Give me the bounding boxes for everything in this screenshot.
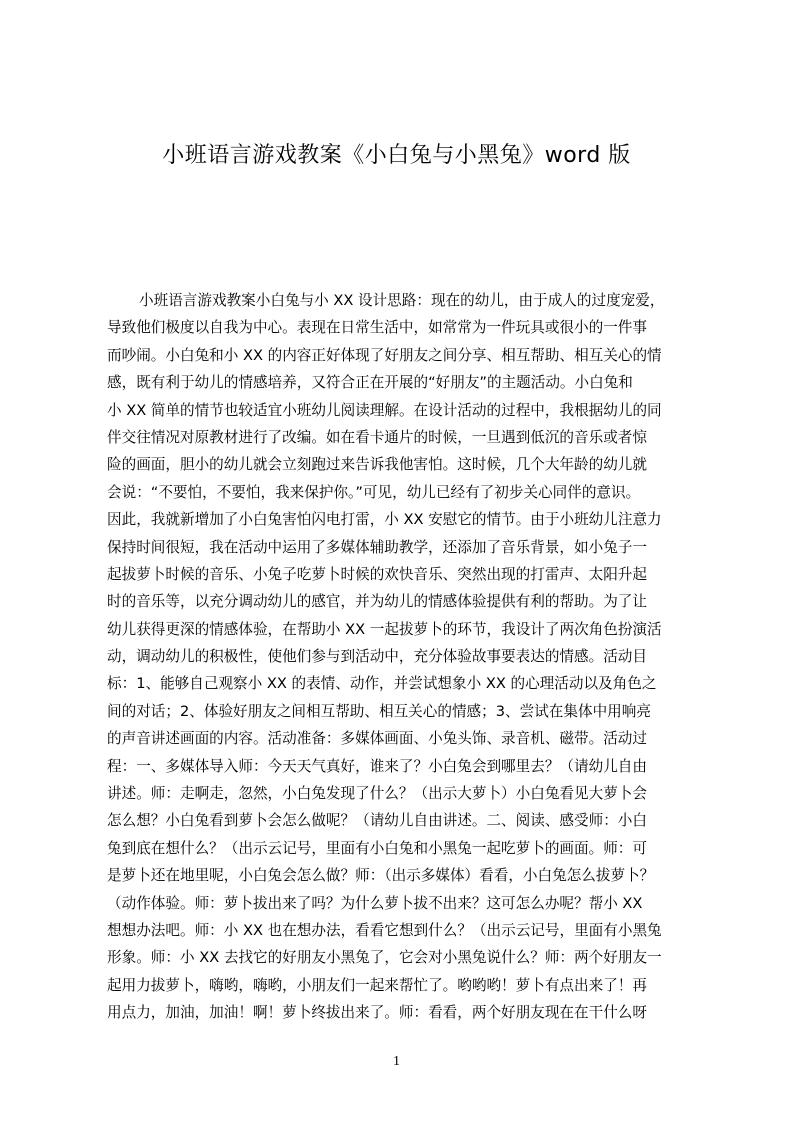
body-line: 的声音讲述画面的内容。活动准备：多媒体画面、小兔头饰、录音机、磁带。活动过 (107, 730, 647, 748)
body-line: 幼儿获得更深的情感体验，在帮助小 XX 一起拔萝卜的环节，我设计了两次角色扮演活 (107, 620, 662, 638)
body-line: 动，调动幼儿的积极性，使他们参与到活动中，充分体验故事要表达的情感。活动目 (107, 648, 647, 666)
body-line: 伴交往情况对原教材进行了改编。如在看卡通片的时候，一旦遇到低沉的音乐或者惊 (107, 428, 647, 446)
body-line: 时的音乐等，以充分调动幼儿的感官，并为幼儿的情感体验提供有利的帮助。为了让 (107, 593, 647, 611)
document-body (107, 287, 697, 1027)
body-line: 形象。师：小 XX 去找它的好朋友小黑兔了，它会对小黑兔说什么？师：两个好朋友一 (107, 949, 662, 967)
body-line: 起拔萝卜时候的音乐、小兔子吃萝卜时候的欢快音乐、突然出现的打雷声、太阳升起 (107, 565, 647, 583)
body-line: 起用力拔萝卜，嗨哟，嗨哟，小朋友们一起来帮忙了。哟哟哟！萝卜有点出来了！再 (107, 976, 647, 994)
body-line: 会说：“不要怕，不要怕，我来保护你。”可见，幼儿已经有了初步关心同伴的意识。 (107, 483, 641, 501)
body-line: 怎么想？小白兔看到萝卜会怎么做呢？（请幼儿自由讲述。二、阅读、感受师：小白 (107, 812, 647, 830)
body-line: 是萝卜还在地里呢，小白兔会怎么做？师：（出示多媒体）看看，小白兔怎么拔萝卜？ (107, 867, 655, 885)
body-line: 感，既有利于幼儿的情感培养，又符合正在开展的“好朋友”的主题活动。小白兔和 (107, 374, 633, 392)
body-line: 想想办法吧。师：小 XX 也在想办法，看看它想到什么？（出示云记号，里面有小黑兔 (107, 921, 662, 939)
body-line: （动作体验。师：萝卜拔出来了吗？为什么萝卜拔不出来？这可怎么办呢？帮小 XX (107, 894, 643, 912)
body-line: 小 XX 简单的情节也较适宜小班幼儿阅读理解。在设计活动的过程中，我根据幼儿的同 (107, 401, 662, 419)
body-line: 程：一、多媒体导入师：今天天气真好，谁来了？小白兔会到哪里去？（请幼儿自由 (107, 757, 647, 775)
body-line: 用点力，加油，加油！啊！萝卜终拔出来了。师：看看，两个好朋友现在在干什么呀 (107, 1004, 647, 1022)
body-line: 导致他们极度以自我为中心。表现在日常生活中，如常常为一件玩具或很小的一件事 (107, 319, 647, 337)
body-line: 讲述。师：走啊走，忽然，小白兔发现了什么？（出示大萝卜）小白兔看见大萝卜会 (107, 785, 647, 803)
body-line: 保持时间很短，我在活动中运用了多媒体辅助教学，还添加了音乐背景，如小兔子一 (107, 538, 647, 556)
body-line: 因此，我就新增加了小白兔害怕闪电打雷，小 XX 安慰它的情节。由于小班幼儿注意力 (107, 511, 662, 529)
page-number: 1 (393, 1054, 400, 1069)
body-line: 兔到底在想什么？（出示云记号，里面有小白兔和小黑兔一起吃萝卜的画面。师：可 (107, 839, 647, 857)
body-line: 小班语言游戏教案小白兔与小 XX 设计思路：现在的幼儿，由于成人的过度宠爱， (139, 292, 665, 309)
body-line: 标：1、能够自己观察小 XX 的表情、动作，并尝试想象小 XX 的心理活动以及角色之 (107, 675, 657, 693)
body-line: 间的对话；2、体验好朋友之间相互帮助、相互关心的情感；3、尝试在集体中用响亮 (107, 702, 651, 720)
body-line: 险的画面，胆小的幼儿就会立刻跑过来告诉我他害怕。这时候，几个大年龄的幼儿就 (107, 456, 647, 474)
body-line: 而吵闹。小白兔和小 XX 的内容正好体现了好朋友之间分享、相互帮助、相互关心的情 (107, 346, 662, 364)
document-title: 小班语言游戏教案《小白兔与小黑兔》word 版 (162, 143, 631, 168)
